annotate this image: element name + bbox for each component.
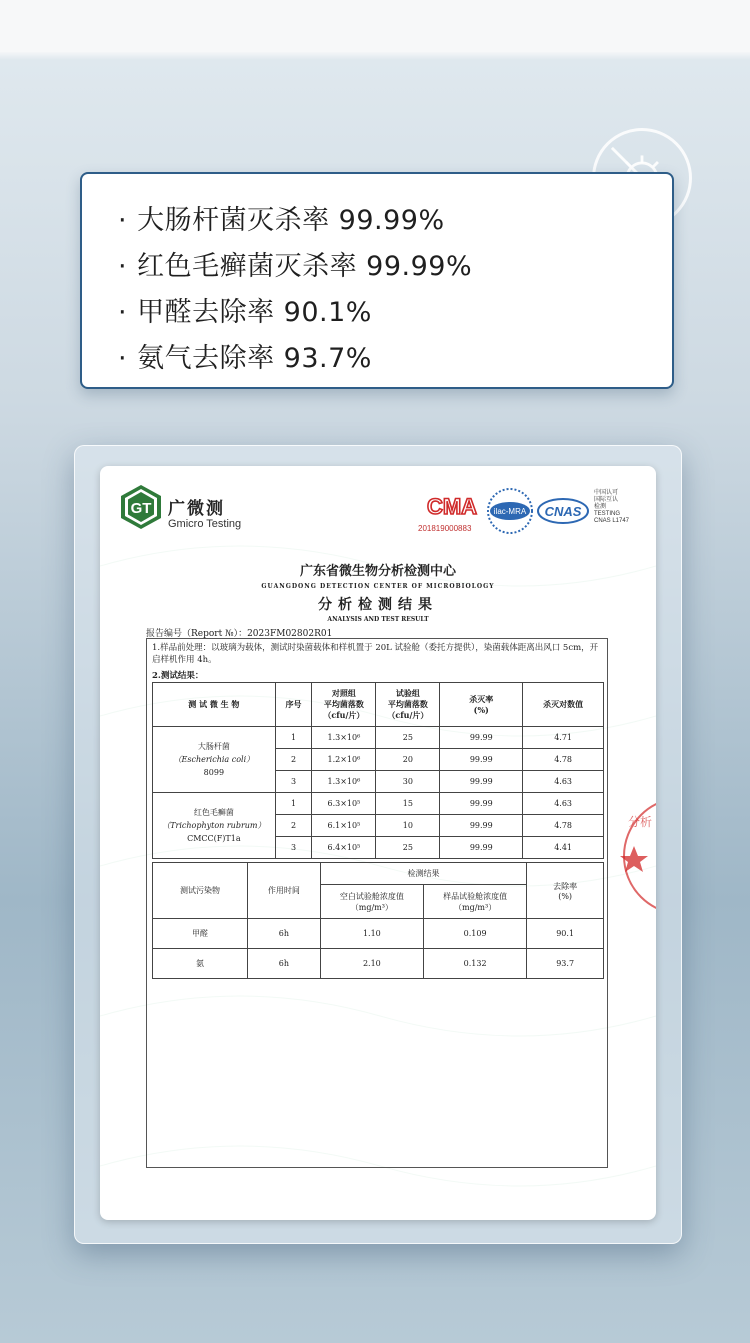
table-header: 去除率 (%) bbox=[527, 863, 604, 919]
top-strip bbox=[0, 0, 750, 52]
brand-name-en: Gmicro Testing bbox=[168, 518, 242, 530]
svg-text:GT: GT bbox=[130, 500, 152, 517]
table-row: 3 1.3×10⁶ 30 99.99 4.63 bbox=[153, 771, 604, 793]
table-header: 测 试 微 生 物 bbox=[153, 683, 276, 727]
claim-item: · 甲醛去除率 90.1% bbox=[118, 297, 372, 328]
report-number: 报告编号（Report №）：2023FM02802R01 bbox=[146, 629, 333, 639]
cma-number: 201819000883 bbox=[418, 524, 472, 533]
report-subtitle: 分析检测结果 bbox=[318, 597, 438, 613]
table-row: 大肠杆菌 （Escherichia coli） 8099 1 1.3×10⁶ 25 99.99 4.71 bbox=[153, 727, 604, 749]
svg-text:分析 专用: 分析 专用 bbox=[628, 815, 680, 829]
table-header: 样品试验舱浓度值 （mg/m³） bbox=[423, 885, 526, 919]
claim-item: · 红色毛癣菌灭杀率 99.99% bbox=[118, 251, 473, 282]
table-header: 检测结果 bbox=[320, 863, 527, 885]
table-header: 序号 bbox=[275, 683, 312, 727]
table-header: 测试污染物 bbox=[153, 863, 248, 919]
table-header: 杀灭率 (%) bbox=[440, 683, 523, 727]
pollutant-table bbox=[152, 862, 604, 979]
table-header: 对照组 平均菌落数 （cfu/片） bbox=[312, 683, 376, 727]
table-row: 3 6.4×10⁵ 25 99.99 4.41 bbox=[153, 837, 604, 859]
svg-text:CMA: CMA bbox=[426, 494, 478, 519]
claim-item: · 大肠杆菌灭杀率 99.99% bbox=[118, 205, 445, 236]
microbe-name-cell: 大肠杆菌 （Escherichia coli） 8099 bbox=[153, 727, 276, 793]
cnas-caption: 中国认可 国际互认 检测 TESTING CNAS L1747 bbox=[594, 490, 630, 524]
pretreatment-text: 1.样品前处理：以玻璃为载体，测试时染菌载体和样机置于 20L 试验舱（委托方提供），染菌载体距离出风口 5cm，开启样机作用 4h。 bbox=[152, 643, 599, 665]
table-row: 氨 6h 2.10 0.132 93.7 bbox=[153, 949, 604, 979]
report-subtitle-en: ANALYSIS AND TEST RESULT bbox=[327, 616, 429, 623]
claim-item: · 氨气去除率 93.7% bbox=[118, 343, 372, 374]
svg-text:ilac-MRA: ilac-MRA bbox=[493, 507, 527, 516]
table-header: 作用时间 bbox=[248, 863, 321, 919]
ilac-mra-seal bbox=[486, 487, 534, 535]
results-label: 2.测试结果： bbox=[152, 671, 204, 681]
microbe-table bbox=[152, 682, 604, 859]
claims-card bbox=[80, 172, 674, 389]
table-header: 试验组 平均菌落数 （cfu/片） bbox=[376, 683, 440, 727]
gmicro-logo-icon bbox=[120, 484, 162, 530]
microbe-name-cell: 红色毛癣菌 （Trichophyton rubrum） CMCC(F)T1a bbox=[153, 793, 276, 859]
red-stamp bbox=[620, 786, 680, 926]
table-header: 空白试验舱浓度值 （mg/m³） bbox=[320, 885, 423, 919]
cma-seal bbox=[422, 488, 482, 528]
svg-text:CNAS: CNAS bbox=[544, 504, 582, 519]
table-row: 甲醛 6h 1.10 0.109 90.1 bbox=[153, 919, 604, 949]
test-report bbox=[100, 466, 680, 1220]
report-title-en: GUANGDONG DETECTION CENTER OF MICROBIOLOGY bbox=[261, 583, 495, 590]
table-header: 杀灭对数值 bbox=[523, 683, 604, 727]
cnas-seal bbox=[536, 496, 590, 526]
report-title: 广东省微生物分析检测中心 bbox=[299, 564, 456, 579]
brand-name: 广微测 bbox=[168, 499, 225, 519]
table-row: 2 1.2×10⁶ 20 99.99 4.78 bbox=[153, 749, 604, 771]
table-row: 2 6.1×10⁵ 10 99.99 4.78 bbox=[153, 815, 604, 837]
table-row: 红色毛癣菌 （Trichophyton rubrum） CMCC(F)T1a 1 6.3×10⁵ 15 99.99 4.63 bbox=[153, 793, 604, 815]
